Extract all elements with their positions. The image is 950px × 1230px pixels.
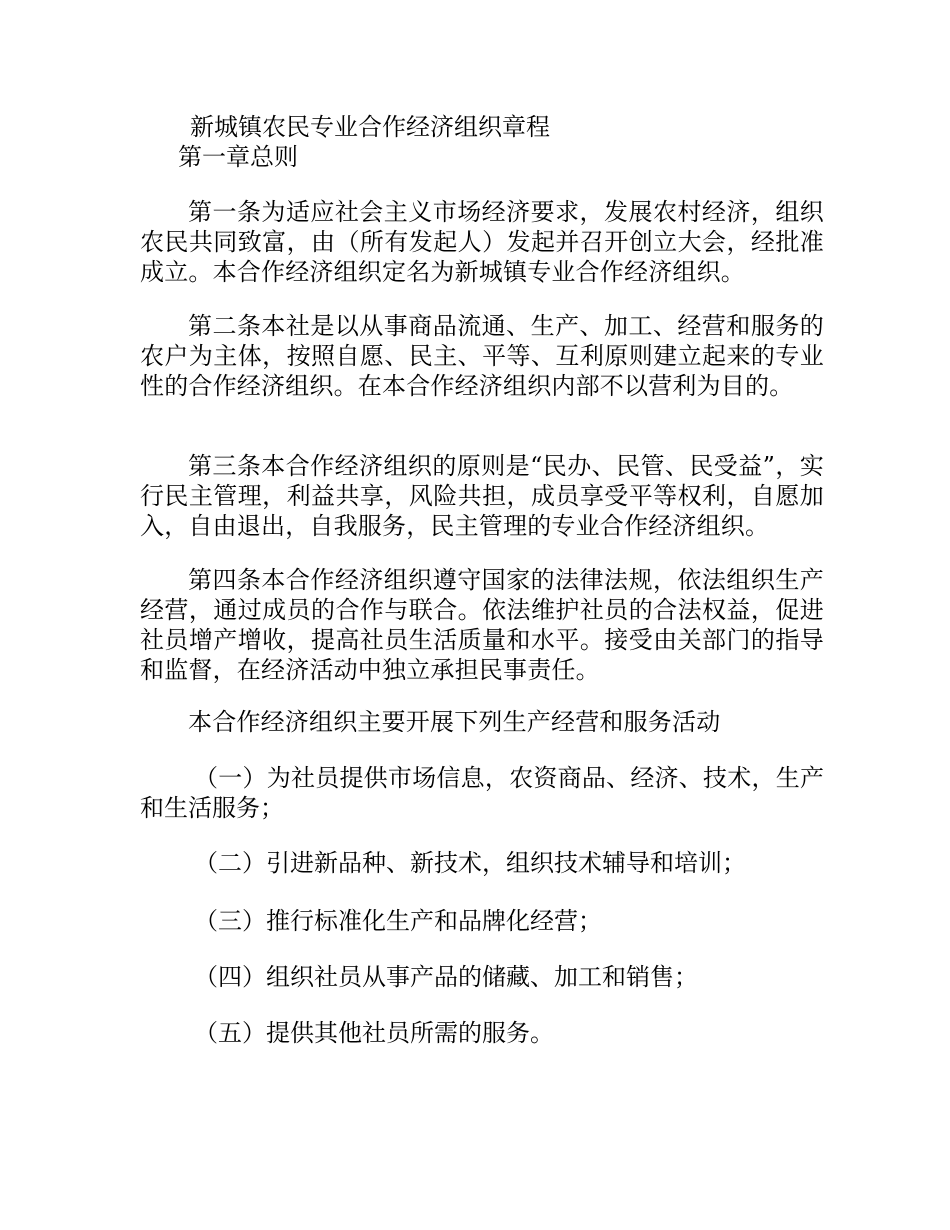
- activity-list-item: （四）组织社员从事产品的储藏、加工和销售；: [194, 963, 698, 991]
- activity-list-item: （一）为社员提供市场信息，农资商品、经济、技术，生产和生活服务；: [140, 764, 824, 822]
- document-title: 新城镇农民专业合作经济组织章程: [190, 113, 550, 141]
- article-4-paragraph: 第四条本合作经济组织遵守国家的法律法规，依法组织生产经营，通过成员的合作与联合。依法维护社员的合法权益，促进社员增产增收，提高社员生活质量和水平。接受由关部门的指导和监督，在经济活动中独立承担民事责任。: [140, 566, 824, 684]
- article-2-paragraph: 第二条本社是以从事商品流通、生产、加工、经营和服务的农户为主体，按照自愿、民主、平等、互利原则建立起来的专业性的合作经济组织。在本合作经济组织内部不以营利为目的。: [140, 312, 824, 400]
- activity-list-item: （五）提供其他社员所需的服务。: [194, 1019, 554, 1047]
- article-3-paragraph: 第三条本合作经济组织的原则是“民办、民管、民受益”，实行民主管理，利益共享，风险共担，成员享受平等权利，自愿加入，自由退出，自我服务，民主管理的专业合作经济组织。: [140, 452, 824, 540]
- article-1-paragraph: 第一条为适应社会主义市场经济要求，发展农村经济，组织农民共同致富，由（所有发起人）发起并召开创立大会，经批准成立。本合作经济组织定名为新城镇专业合作经济组织。: [140, 198, 824, 286]
- activity-list-item: （二）引进新品种、新技术，组织技术辅导和培训；: [194, 849, 746, 877]
- activity-list-item: （三）推行标准化生产和品牌化经营；: [194, 907, 602, 935]
- activities-intro-paragraph: 本合作经济组织主要开展下列生产经营和服务活动: [188, 708, 721, 736]
- chapter-heading: 第一章总则: [178, 143, 298, 171]
